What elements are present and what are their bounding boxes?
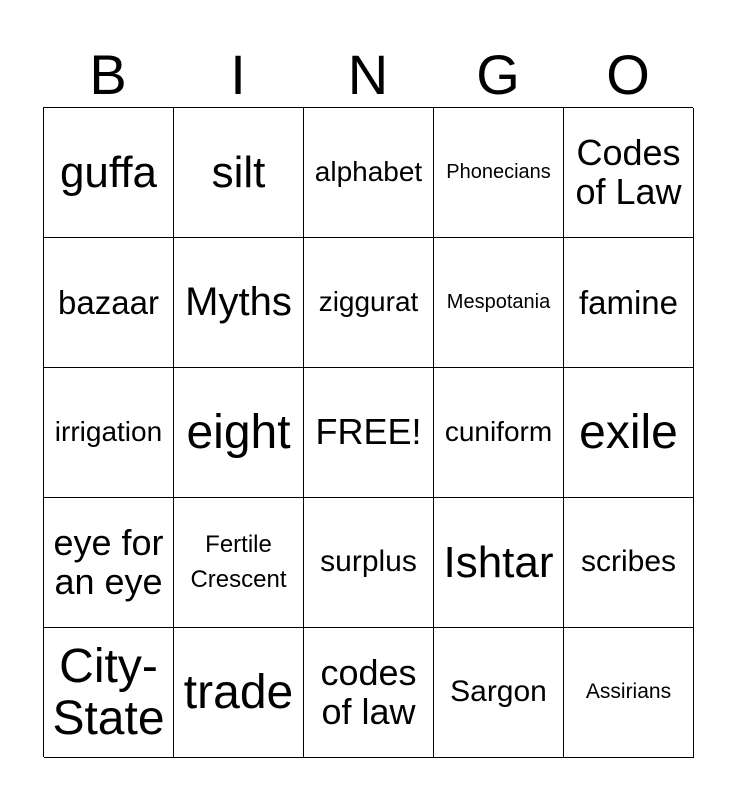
cell-text: eight	[186, 405, 291, 459]
bingo-cell-free-space[interactable]	[304, 368, 434, 498]
bingo-header	[43, 42, 693, 108]
header-letter-b: B	[89, 43, 127, 106]
bingo-cell-r2-c4[interactable]	[564, 368, 694, 498]
bingo-cell-r4-c3[interactable]	[434, 628, 564, 758]
cell-text: codes of law	[320, 651, 417, 732]
cell-text: Assirians	[585, 680, 672, 704]
bingo-cell-r4-c1[interactable]	[174, 628, 304, 758]
cell-text: eye for an eye	[53, 521, 164, 602]
cell-text: Sargon	[450, 675, 547, 709]
cell-text: Codes of Law	[575, 131, 682, 212]
header-letter-o: O	[606, 43, 650, 106]
cell-text: bazaar	[58, 283, 159, 321]
bingo-cell-r3-c0[interactable]	[44, 498, 174, 628]
bingo-cell-r4-c4[interactable]	[564, 628, 694, 758]
bingo-cell-r1-c3[interactable]	[434, 238, 564, 368]
bingo-cell-r0-c0[interactable]	[44, 108, 174, 238]
header-letter-i: I	[230, 43, 246, 106]
cell-text: alphabet	[314, 156, 423, 188]
bingo-cell-r2-c0[interactable]	[44, 368, 174, 498]
cell-text: surplus	[320, 545, 417, 579]
cell-text: City-State	[52, 639, 165, 745]
bingo-grid	[43, 107, 693, 757]
cell-text: Myths	[185, 279, 292, 324]
cell-text: scribes	[580, 545, 677, 579]
cell-text: irrigation	[54, 416, 163, 448]
bingo-cell-r0-c2[interactable]	[304, 108, 434, 238]
cell-text: FREE!	[315, 411, 422, 453]
cell-text: Ishtar	[443, 537, 554, 587]
header-letter-n: N	[347, 43, 389, 106]
bingo-cell-r1-c1[interactable]	[174, 238, 304, 368]
bingo-cell-r0-c1[interactable]	[174, 108, 304, 238]
cell-text: exile	[579, 405, 678, 459]
cell-text: cuniform	[444, 416, 553, 448]
cell-text: Fertile Crescent	[190, 530, 287, 593]
bingo-cell-r4-c2[interactable]	[304, 628, 434, 758]
bingo-cell-r0-c4[interactable]	[564, 108, 694, 238]
bingo-cell-r3-c3[interactable]	[434, 498, 564, 628]
cell-text: ziggurat	[318, 286, 419, 318]
cell-text: famine	[578, 283, 679, 321]
cell-text: trade	[183, 665, 294, 719]
bingo-cell-r1-c4[interactable]	[564, 238, 694, 368]
bingo-cell-r3-c1[interactable]	[174, 498, 304, 628]
bingo-cell-r4-c0[interactable]	[44, 628, 174, 758]
cell-text: guffa	[59, 147, 158, 197]
bingo-cell-r0-c3[interactable]	[434, 108, 564, 238]
header-letter-g: G	[476, 43, 520, 106]
cell-text: silt	[211, 147, 266, 197]
bingo-cell-r3-c2[interactable]	[304, 498, 434, 628]
bingo-cell-r1-c0[interactable]	[44, 238, 174, 368]
bingo-cell-r2-c3[interactable]	[434, 368, 564, 498]
cell-text: Mespotania	[446, 290, 551, 313]
bingo-cell-r2-c1[interactable]	[174, 368, 304, 498]
bingo-cell-r1-c2[interactable]	[304, 238, 434, 368]
bingo-cell-r3-c4[interactable]	[564, 498, 694, 628]
cell-text: Phonecians	[446, 160, 551, 183]
